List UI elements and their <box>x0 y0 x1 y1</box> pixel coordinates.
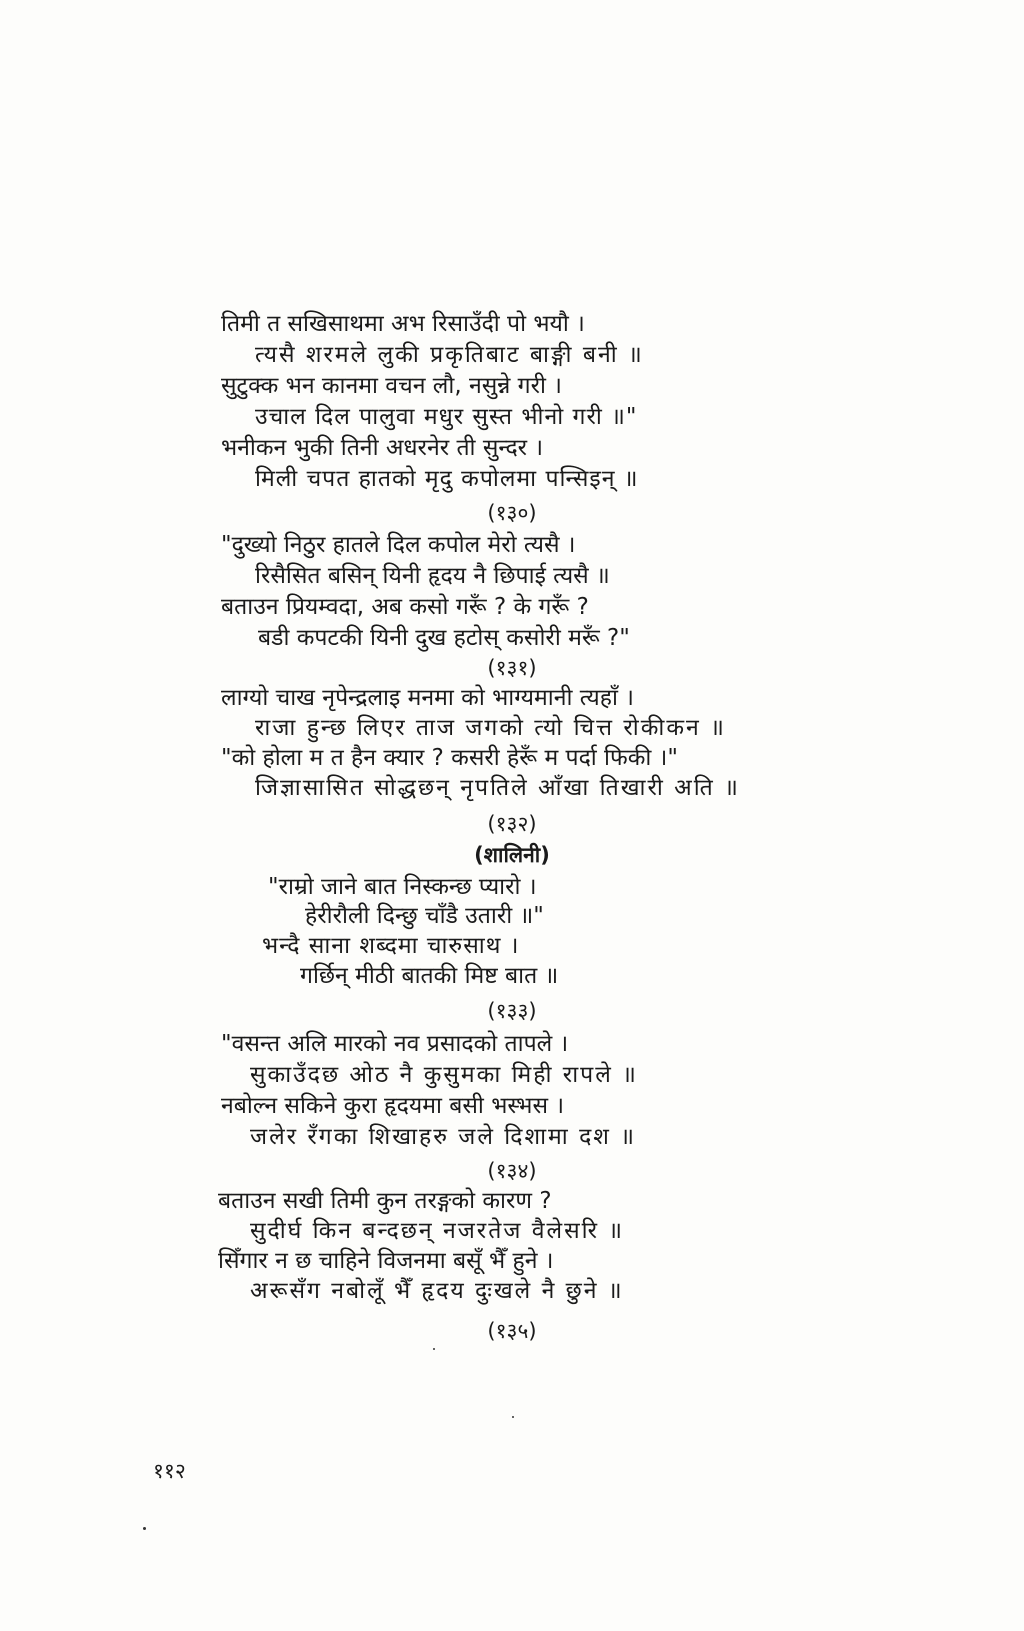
verse-number: (१३४) <box>487 1159 537 1183</box>
verse-line: भन्दै साना शब्दमा चारुसाथ । <box>262 933 520 959</box>
verse-number: (१३०) <box>487 501 537 525</box>
verse-line: "को होला म त हैन क्यार ? कसरी हेरूँ म पर्दा फिकी ।" <box>221 745 678 771</box>
verse-line: सुटुक्क भन कानमा वचन लौ, नसुन्ने गरी । <box>221 373 563 399</box>
scan-speck <box>143 1527 146 1530</box>
scan-speck <box>433 1348 435 1350</box>
verse-line: नबोल्न सकिने कुरा हृदयमा बसी भस्भस । <box>221 1093 565 1119</box>
verse-number: (१३५) <box>487 1319 537 1343</box>
verse-line: बताउन सखी तिमी कुन तरङ्गको कारण ? <box>218 1188 552 1214</box>
verse-line: गर्छिन् मीठी बातकी मिष्ट बात ॥ <box>300 963 559 989</box>
verse-line: उचाल दिल पालुवा मधुर सुस्त भीनो गरी ॥" <box>255 404 638 430</box>
verse-line: राजा हुन्छ लिएर ताज जगको त्यो चित्त रोकीकन ॥ <box>255 715 726 741</box>
verse-line: बडी कपटकी यिनी दुख हटोस् कसोरी मरूँ ?" <box>258 625 630 651</box>
page-number: ११२ <box>153 1459 186 1483</box>
verse-line: हेरीरौली दिन्छु चाँडै उतारी ॥" <box>305 903 544 929</box>
verse-line: "वसन्त अलि मारको नव प्रसादको तापले । <box>221 1031 569 1057</box>
verse-line: भनीकन भुकी तिनी अधरनेर ती सुन्दर । <box>221 435 544 461</box>
verse-line: अरूसँग नबोलूँ भैँ हृदय दुःखले नै छुने ॥ <box>250 1278 624 1304</box>
verse-line: त्यसै शरमले लुकी प्रकृतिबाट बाङ्गी बनी ॥ <box>255 342 644 368</box>
verse-line: सिँगार न छ चाहिने विजनमा बसूँ भैँ हुने । <box>218 1248 554 1274</box>
verse-line: तिमी त सखिसाथमा अभ रिसाउँदी पो भयौ । <box>221 311 585 337</box>
verse-line: मिली चपत हातको मृदु कपोलमा पन्सिइन् ॥ <box>255 466 639 492</box>
verse-line: रिसैसित बसिन् यिनी हृदय नै छिपाई त्यसै ॥ <box>255 563 610 589</box>
verse-line: जलेर रँगका शिखाहरु जले दिशामा दश ॥ <box>250 1124 637 1150</box>
verse-line: बताउन प्रियम्वदा, अब कसो गरूँ ? के गरूँ ? <box>221 594 589 620</box>
verse-line: सुकाउँदछ ओठ नै कुसुमका मिही रापले ॥ <box>250 1062 638 1088</box>
verse-line: "दुख्यो निठुर हातले दिल कपोल मेरो त्यसै । <box>221 532 576 558</box>
scan-speck <box>512 1416 514 1418</box>
verse-number: (१३१) <box>487 656 537 680</box>
meter-heading: (शालिनी) <box>474 843 550 867</box>
verse-line: "राम्रो जाने बात निस्कन्छ प्यारो । <box>268 874 537 900</box>
verse-number: (१३२) <box>487 812 537 836</box>
verse-line: जिज्ञासासित सोद्धछन् नृपतिले आँखा तिखारी अति ॥ <box>255 775 740 801</box>
verse-line: लाग्यो चाख नृपेन्द्रलाइ मनमा को भाग्यमानी त्यहाँ । <box>221 685 634 711</box>
verse-number: (१३३) <box>487 999 537 1023</box>
verse-line: सुदीर्घ किन बन्दछन् नजरतेज वैलेसरि ॥ <box>250 1218 625 1244</box>
